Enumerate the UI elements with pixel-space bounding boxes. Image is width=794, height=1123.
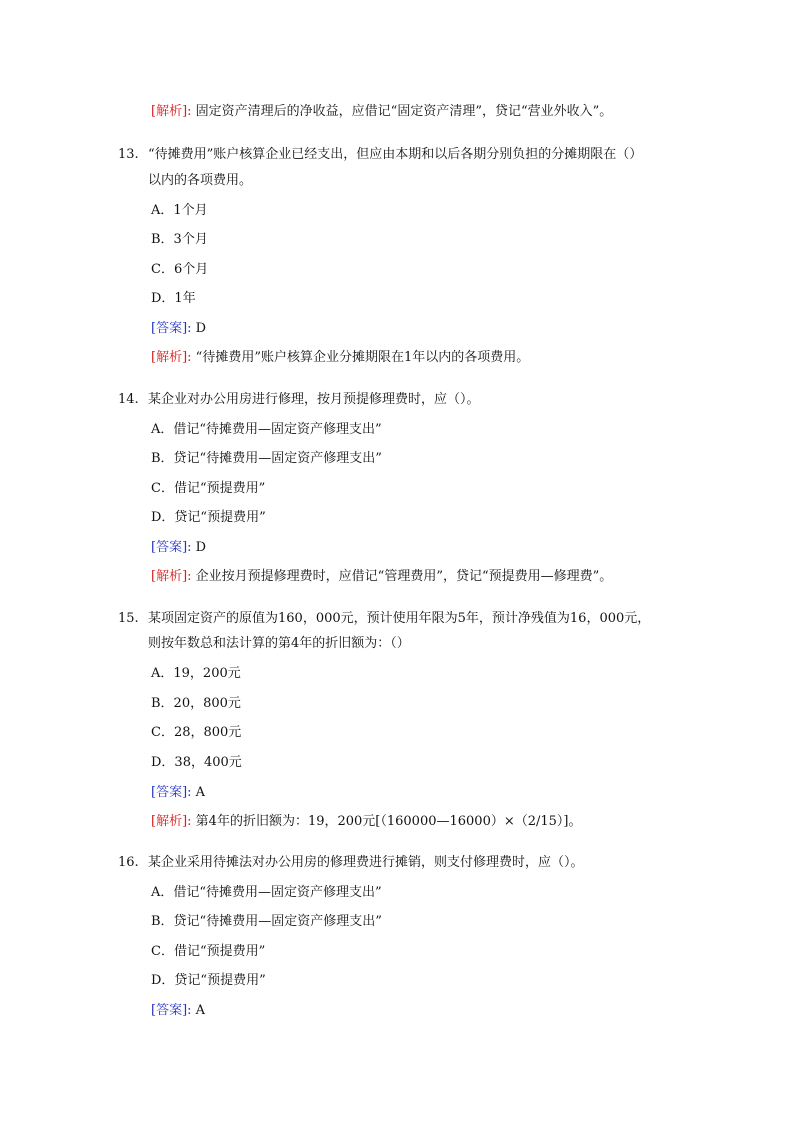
option-a: A．1个月 xyxy=(151,203,208,218)
answer-value: A xyxy=(195,1003,206,1018)
question-stem-line: 以内的各项费用。 xyxy=(148,173,253,188)
option-d: D．贷记“预提费用” xyxy=(151,510,266,525)
question-stem-line: 某项固定资产的原值为160，000元，预计使用年限为5年，预计净残值为16，000元， xyxy=(148,611,651,626)
answer-tag: [答案]: xyxy=(151,1003,192,1018)
explanation-line xyxy=(151,350,529,366)
question-stem-line: 则按年数总和法计算的第4年的折旧额为：（） xyxy=(148,636,410,651)
answer-value: D xyxy=(195,540,207,555)
option-b: B．贷记“待摊费用—固定资产修理支出” xyxy=(151,451,382,466)
option-b: B．3个月 xyxy=(151,232,208,247)
explanation-text: 第4年的折旧额为：19，200元[（160000—16000）×（2/15）]。 xyxy=(195,814,582,829)
explanation-text: “待摊费用”账户核算企业分摊期限在1年以内的各项费用。 xyxy=(195,350,530,365)
answer-tag: [答案]: xyxy=(151,321,192,336)
explanation-line xyxy=(151,569,612,585)
answer-line xyxy=(151,321,206,337)
explanation-tag: [解析]: xyxy=(151,814,192,829)
option-c: C．借记“预提费用” xyxy=(151,481,266,496)
question-stem-line: 某企业对办公用房进行修理，按月预提修理费时，应（）。 xyxy=(148,392,480,407)
question-number: 16. xyxy=(118,855,139,870)
option-d: D．38，400元 xyxy=(151,755,242,770)
option-a: A．借记“待摊费用—固定资产修理支出” xyxy=(151,885,382,900)
answer-value: D xyxy=(195,321,207,336)
explanation-tag: [解析]: xyxy=(151,104,192,119)
option-c: C．28，800元 xyxy=(151,725,242,740)
answer-line xyxy=(151,1003,205,1019)
option-a: A．19，200元 xyxy=(151,666,241,681)
question-stem-line: 某企业采用待摊法对办公用房的修理费进行摊销，则支付修理费时，应（）。 xyxy=(148,855,584,870)
option-a: A．借记“待摊费用—固定资产修理支出” xyxy=(151,422,382,437)
explanation-tag: [解析]: xyxy=(151,569,192,584)
answer-line xyxy=(151,540,206,556)
option-b: B．20，800元 xyxy=(151,696,241,711)
answer-tag: [答案]: xyxy=(151,540,192,555)
option-b: B．贷记“待摊费用—固定资产修理支出” xyxy=(151,914,382,929)
explanation-line xyxy=(151,814,582,830)
explanation-tag: [解析]: xyxy=(151,350,192,365)
question-number: 15. xyxy=(118,611,139,626)
question-stem-line: “待摊费用”账户核算企业已经支出，但应由本期和以后各期分别负担的分摊期限在（） xyxy=(148,147,643,162)
explanation-text: 固定资产清理后的净收益，应借记“固定资产清理”，贷记“营业外收入”。 xyxy=(195,104,613,119)
question-number: 14. xyxy=(118,392,139,407)
explanation-line xyxy=(151,104,612,120)
option-c: C．借记“预提费用” xyxy=(151,944,266,959)
option-d: D．贷记“预提费用” xyxy=(151,973,266,988)
answer-line xyxy=(151,785,205,801)
answer-value: A xyxy=(195,785,206,800)
explanation-text: 企业按月预提修理费时，应借记“管理费用”，贷记“预提费用—修理费”。 xyxy=(195,569,613,584)
answer-tag: [答案]: xyxy=(151,785,192,800)
question-number: 13. xyxy=(118,147,139,162)
option-d: D．1年 xyxy=(151,291,196,306)
option-c: C．6个月 xyxy=(151,262,209,277)
